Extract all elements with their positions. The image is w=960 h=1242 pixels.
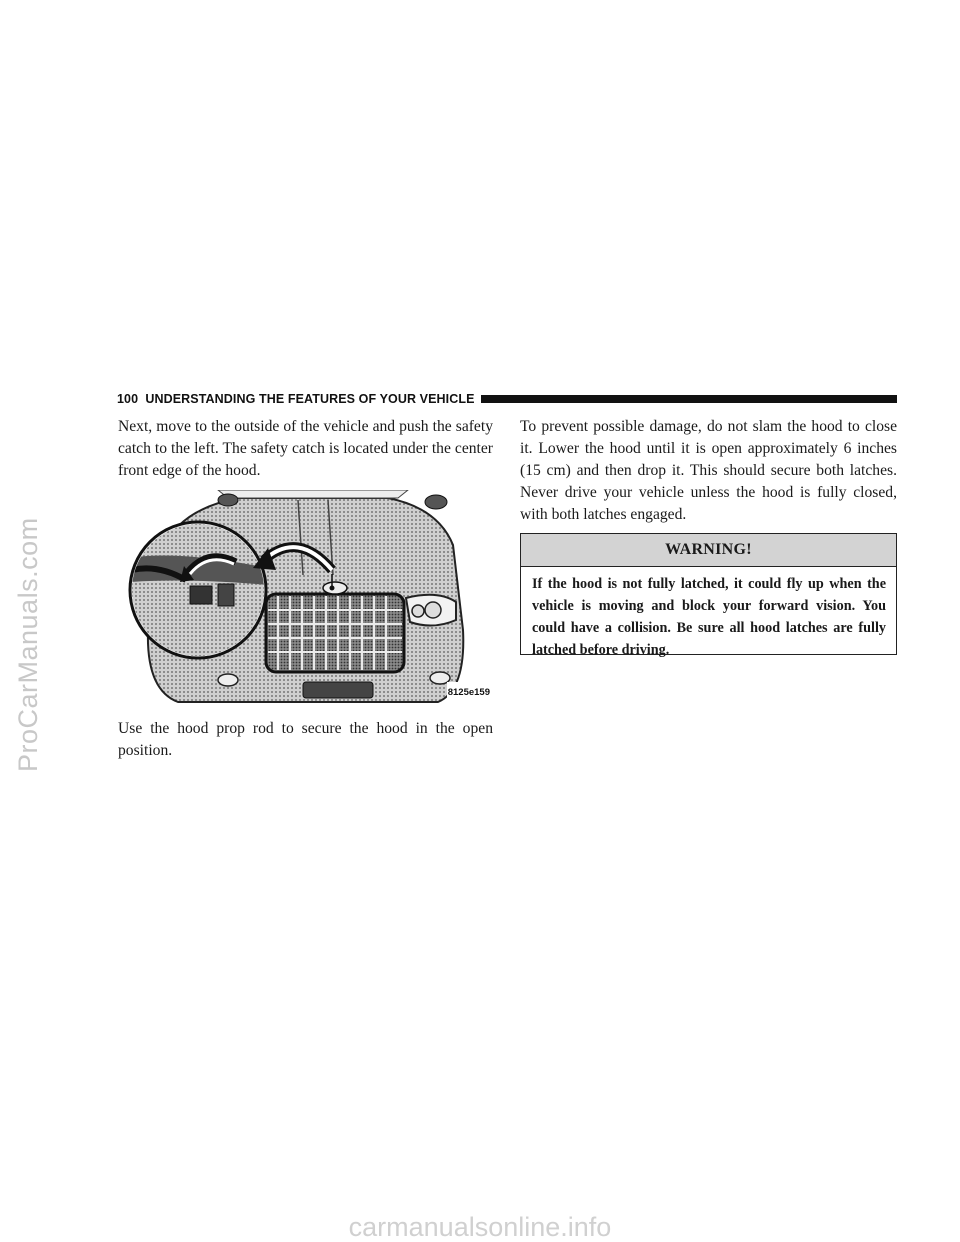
side-watermark: ProCarManuals.com (13, 517, 43, 772)
warning-box (520, 533, 897, 658)
header-rule (481, 395, 897, 403)
closing-hood-paragraph: To prevent possible damage, do not slam the hood to close it. Lower the hood until it is open approximately 6 inches (15 cm) and then drop it. This should secure both latches. Never drive your vehicle unless the hood is fully closed, with both latches engaged. (520, 418, 897, 523)
page-number-and-section (117, 392, 481, 406)
page-header (117, 390, 897, 408)
figure-code: 8125e159 (447, 682, 491, 704)
safety-catch-paragraph: Next, move to the outside of the vehicle and push the safety catch to the left. The safety catch is located under the center front edge of the hood. (118, 418, 493, 479)
warning-body: If the hood is not fully latched, it could fly up when the vehicle is moving and block your forward vision. You could have a collision. Be sure all hood latches are fully latched before driving. (532, 576, 886, 658)
right-column (520, 416, 897, 526)
left-column (118, 416, 493, 762)
page-number: 100 (117, 392, 139, 406)
prop-rod-paragraph: Use the hood prop rod to secure the hood in the open position. (118, 720, 493, 759)
car-front-illustration (118, 490, 493, 708)
hood-latch-figure (118, 490, 493, 708)
section-title: UNDERSTANDING THE FEATURES OF YOUR VEHICLE (145, 392, 475, 406)
warning-title: WARNING! (521, 534, 896, 567)
footer-watermark: carmanualsonline.info (348, 1212, 612, 1242)
